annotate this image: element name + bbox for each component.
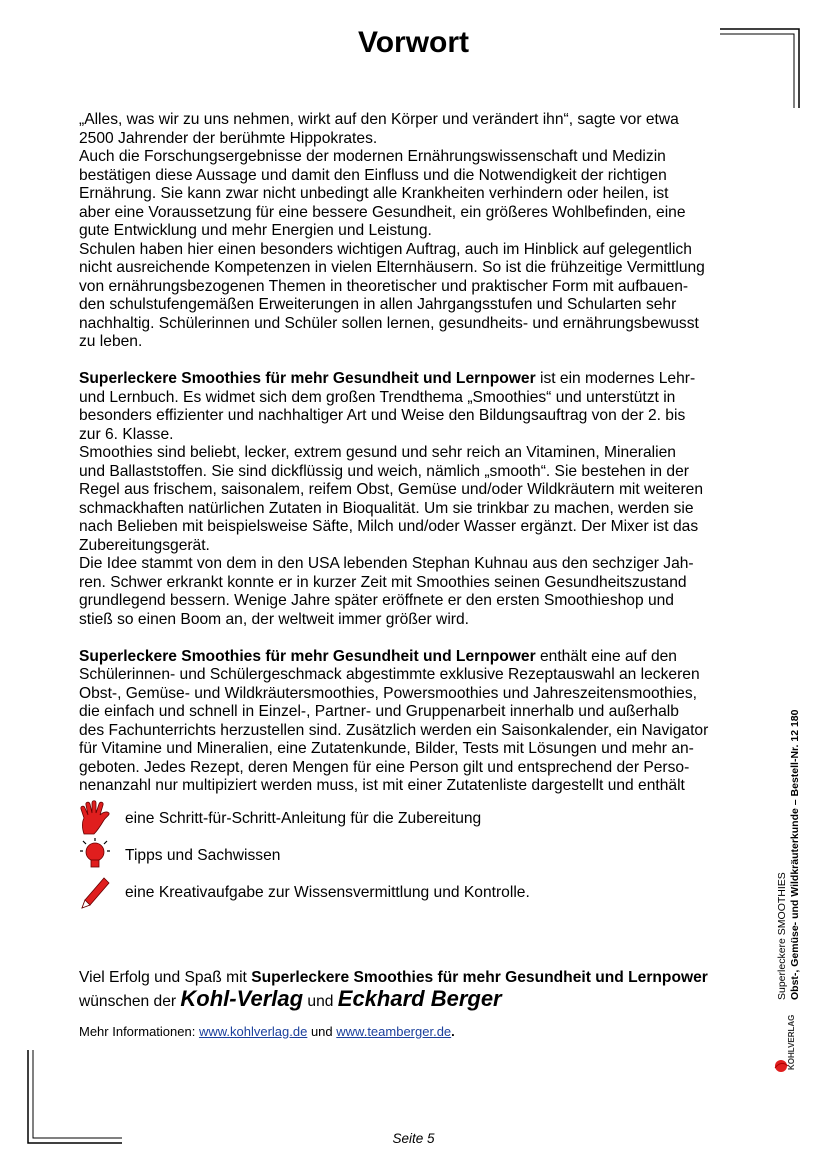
paragraph-contents-first-line: Superleckere Smoothies für mehr Gesundheit und Lernpower enthält eine auf den — [79, 647, 677, 665]
text-line: nicht ausreichende Kompetenzen in vielen Elternhäusern. So ist die frühzeitige Vermittlung — [79, 259, 705, 276]
closing-text: Viel Erfolg und Spaß mit Superleckere Smoothies für mehr Gesundheit und Lernpower wünschen der Kohl-Verlag und Eckhard Berger — [79, 969, 708, 1011]
svg-text:KOHLVERLAG: KOHLVERLAG — [787, 1014, 796, 1070]
text-line: für Vitamine und Mineralien, eine Zutatenkunde, Bilder, Tests mit Lösungen und mehr an- — [79, 740, 694, 757]
list-item: eine Kreativaufgabe zur Wissensvermittlung und Kontrolle. — [78, 874, 758, 911]
pencil-icon — [78, 874, 118, 911]
kohlverlag-link[interactable]: www.kohlverlag.de — [198, 1024, 308, 1039]
paragraph-intro — [79, 111, 759, 352]
sidebar-book-info: Superleckere SMOOTHIES Obst-, Gemüse- und Wildkräuterkunde – Bestell-Nr. 12 180 — [776, 709, 801, 1000]
text-line: und Lernbuch. Es widmet sich dem großen Trendthema „Smoothies“ und unterstützt in — [79, 388, 676, 406]
page-number: Seite 5 — [392, 1131, 435, 1146]
text-line: Regel aus frischem, saisonalem, reifem Obst, Gemüse und/oder Wildkräutern mit weiteren — [79, 481, 704, 498]
publisher-name: Kohl-Verlag — [180, 986, 304, 1011]
list-item: eine Schritt-für-Schritt-Anleitung für die Zubereitung — [78, 800, 758, 837]
list-item: Tipps und Sachwissen — [78, 837, 758, 874]
text-line: aber eine Voraussetzung für eine bessere Gesundheit, ein größeres Wohlbefinden, eine — [79, 203, 686, 221]
paragraph-contents — [79, 666, 759, 796]
book-title: Superleckere Smoothies für mehr Gesundheit und Lernpower — [251, 969, 708, 986]
text-line: gute Entwicklung und mehr Energien und Leistung. — [79, 222, 432, 239]
book-title: Superleckere Smoothies für mehr Gesundheit und Lernpower — [79, 370, 536, 387]
text-line: „Alles, was wir zu uns nehmen, wirkt auf den Körper und verändert ihn“, sagte vor etwa — [79, 111, 679, 128]
text-line: und Ballaststoffen. Sie sind dickflüssig und weich, nämlich „smooth“. Sie bestehen in der — [79, 462, 689, 480]
teamberger-link[interactable]: www.teamberger.de — [336, 1024, 452, 1039]
kohl-verlag-logo — [772, 1008, 802, 1076]
text-line: besonders effizienter und nachhaltiger Art und Weise den Bildungsauftrag von der 2. bis — [79, 407, 686, 424]
text-line: zu leben. — [79, 333, 143, 350]
text-line: nachhaltig. Schülerinnen und Schüler sollen lernen, gesundheits- und ernährungsbewusst — [79, 314, 699, 332]
paragraph-book-intro-first-line: Superleckere Smoothies für mehr Gesundheit und Lernpower ist ein modernes Lehr- — [79, 370, 696, 387]
text-line: Schülerinnen- und Schülergeschmack abgestimmte exklusive Rezeptauswahl an leckeren — [79, 666, 700, 683]
text-line: stieß so einen Boom an, der weltweit immer größer wird. — [79, 610, 469, 628]
book-title: Superleckere Smoothies für mehr Gesundheit und Lernpower — [79, 647, 536, 665]
text-line: geboten. Jedes Rezept, deren Mengen für eine Person gilt und entsprechend der Perso- — [79, 758, 690, 776]
body-text — [79, 111, 759, 796]
text-line: bestätigen diese Aussage und damit den Einfluss und die Notwendigkeit der richtigen — [79, 166, 667, 184]
text-line: 2500 Jahrender der berühmte Hippokrates. — [79, 129, 378, 147]
text-line: Smoothies sind beliebt, lecker, extrem gesund und sehr reich an Vitaminen, Mineralien — [79, 444, 676, 461]
more-info: Mehr Informationen: www.kohlverlag.de und www.teamberger.de. — [79, 1024, 455, 1039]
text-line: Schulen haben hier einen besonders wichtigen Auftrag, auch im Hinblick auf gelegentlich — [79, 240, 692, 258]
text-line: nach Belieben mit beispielsweise Säfte, Milch und/oder Wasser ergänzt. Der Mixer ist das — [79, 518, 699, 535]
text-line: schmackhaften natürlichen Zutaten in Bioqualität. Um sie trinkbar zu machen, werden sie — [79, 499, 694, 517]
icon-list — [78, 800, 758, 911]
hand-icon — [78, 800, 118, 837]
author-name: Eckhard Berger — [337, 986, 502, 1011]
text-line: Obst-, Gemüse- und Wildkräutersmoothies, Powersmoothies und Jahreszeitensmoothies, — [79, 684, 697, 702]
paragraph-book-intro — [79, 389, 759, 630]
text-line: nenanzahl nur multipiziert werden muss, ist mit einer Zutatenliste dargestellt und enthält — [79, 777, 685, 794]
lightbulb-icon — [78, 837, 118, 874]
text-line: ren. Schwer erkrankt konnte er in kurzer Zeit mit Smoothies seinen Gesundheitszustand — [79, 573, 687, 591]
page-title: Vorwort — [357, 26, 470, 59]
text-line: des Fachunterrichts herzustellen sind. Zusätzlich werden ein Saisonkalender, ein Navigator — [79, 721, 709, 739]
text-line: Die Idee stammt von dem in den USA lebenden Stephan Kuhnau aus den sechziger Jah- — [79, 555, 694, 572]
text-line: den schulstufengemäßen Erweiterungen in allen Jahrgangsstufen und Schularten sehr — [79, 296, 677, 313]
text-line: Zubereitungsgerät. — [79, 536, 210, 554]
text-line: zur 6. Klasse. — [79, 425, 174, 443]
text-line: von ernährungsbezogenen Themen in theoretischer und praktischer Form mit aufbauen- — [79, 277, 689, 295]
text-line: Auch die Forschungsergebnisse der modernen Ernährungswissenschaft und Medizin — [79, 148, 666, 165]
text-line: Ernährung. Sie kann zwar nicht unbedingt alle Krankheiten verhindern oder heilen, ist — [79, 185, 669, 202]
text-line: die einfach und schnell in Einzel-, Partner- und Gruppenarbeit innerhalb und außerhalb — [79, 703, 679, 720]
text-line: grundlegend bessern. Wenige Jahre später eröffnete er den ersten Smoothieshop und — [79, 592, 674, 609]
